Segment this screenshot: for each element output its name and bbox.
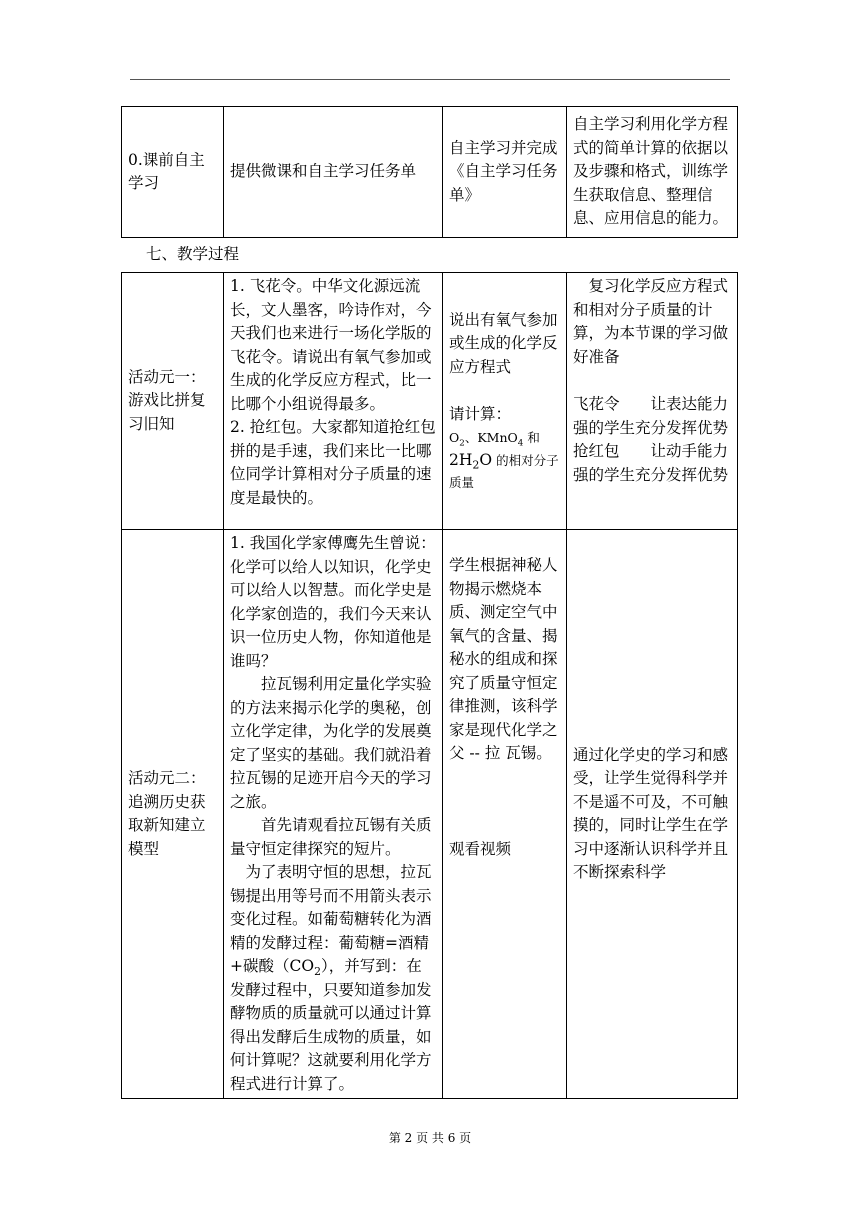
cell-student: 自主学习并完成《自主学习任务单》 <box>443 107 567 238</box>
intent-paragraph: 抢红包 让动手能力强的学生充分发挥优势 <box>573 442 729 484</box>
teacher-paragraph: 拉瓦锡利用定量化学实验的方法来揭示化学的奥秘，创立化学定律，为化学的发展奠定了坚实的基础。我们就沿着拉瓦锡的足迹开启今天的学习之旅。 <box>230 675 432 811</box>
teacher-activity <box>224 530 443 1099</box>
student-paragraph: 观看视频 <box>449 839 512 858</box>
activity-name: 活动元一：游戏比拼复习旧知 <box>122 273 224 530</box>
student-formula-line: $O_2$、KMnO$_4$ 和 <box>449 429 540 448</box>
teaching-process-table <box>121 272 738 1099</box>
student-formula-line: $2H_2O$ 的相对分子质量 <box>449 450 559 490</box>
student-paragraph: 请计算： <box>449 405 512 423</box>
teacher-paragraph: 1. 我国化学家傅鹰先生曾说：化学可以给人以知识，化学史可以给人以智慧。而化学史是化学家创造的，我们今天来认识一位历史人物，你知道他是谁吗？ <box>230 534 436 670</box>
student-paragraph: 说出有氧气参加或生成的化学反应方程式 <box>449 310 558 376</box>
teacher-paragraph: 首先请观看拉瓦锡有关质量守恒定律探究的短片。 <box>230 816 432 858</box>
teacher-paragraph: 1. 飞花令。中华文化源远流长，文人墨客，吟诗作对，今天我们也来进行一场化学版的飞花令。请说出有氧气参加或生成的化学反应方程式，比一比哪个小组说得最多。 <box>230 277 432 413</box>
preclass-table <box>121 106 738 238</box>
cell-intent: 自主学习利用化学方程式的简单计算的依据以及步骤和格式，训练学生获取信息、整理信息、应用信息的能力。 <box>567 107 738 238</box>
cell-teacher: 提供微课和自主学习任务单 <box>224 107 443 238</box>
section-title: 七、教学过程 <box>146 245 240 263</box>
intent-paragraph: 复习化学反应方程式和相对分子质量的计算，为本节课的学习做好准备 <box>573 277 729 366</box>
student-activity <box>443 273 567 530</box>
page-footer: 第 2 页 共 6 页 <box>388 1131 472 1145</box>
intent-paragraph: 飞花令 让表达能力强的学生充分发挥优势 <box>573 395 729 437</box>
teacher-paragraph: 为了表明守恒的思想，拉瓦锡提出用等号而不用箭头表示变化过程。如葡萄糖转化为酒精的发酵过程：葡萄糖=酒精+碳酸$(CO_2)$，并写到：在发酵过程中，只要知道参加发酵物质的质量就可以通过计算得出发酵后生成物的质量，如何计算呢？这就要利用化学方程式进行计算了。 <box>230 863 432 1093</box>
cell-stage: 0.课前自主学习 <box>122 107 224 238</box>
design-intent <box>567 530 738 1099</box>
table-row <box>122 107 738 238</box>
intent-paragraph: 通过化学史的学习和感受，让学生觉得科学并不是遥不可及，不可触摸的，同时让学生在学习中逐渐认识科学并且不断探索科学 <box>573 745 729 881</box>
table-row <box>122 530 738 1099</box>
header-rule <box>130 79 730 80</box>
teacher-paragraph: 2. 抢红包。大家都知道抢红包拼的是手速，我们来比一比哪位同学计算相对分子质量的速度是最快的。 <box>230 418 436 507</box>
teacher-activity <box>224 273 443 530</box>
activity-name: 活动元二：追溯历史获取新知建立模型 <box>122 530 224 1099</box>
design-intent <box>567 273 738 530</box>
table-row <box>122 273 738 530</box>
student-paragraph: 学生根据神秘人物揭示燃烧本质、测定空气中氧气的含量、揭秘水的组成和探究了质量守恒定律推测，该科学家是现代化学之 父 -- 拉 瓦锡。 <box>449 556 558 762</box>
student-activity <box>443 530 567 1099</box>
